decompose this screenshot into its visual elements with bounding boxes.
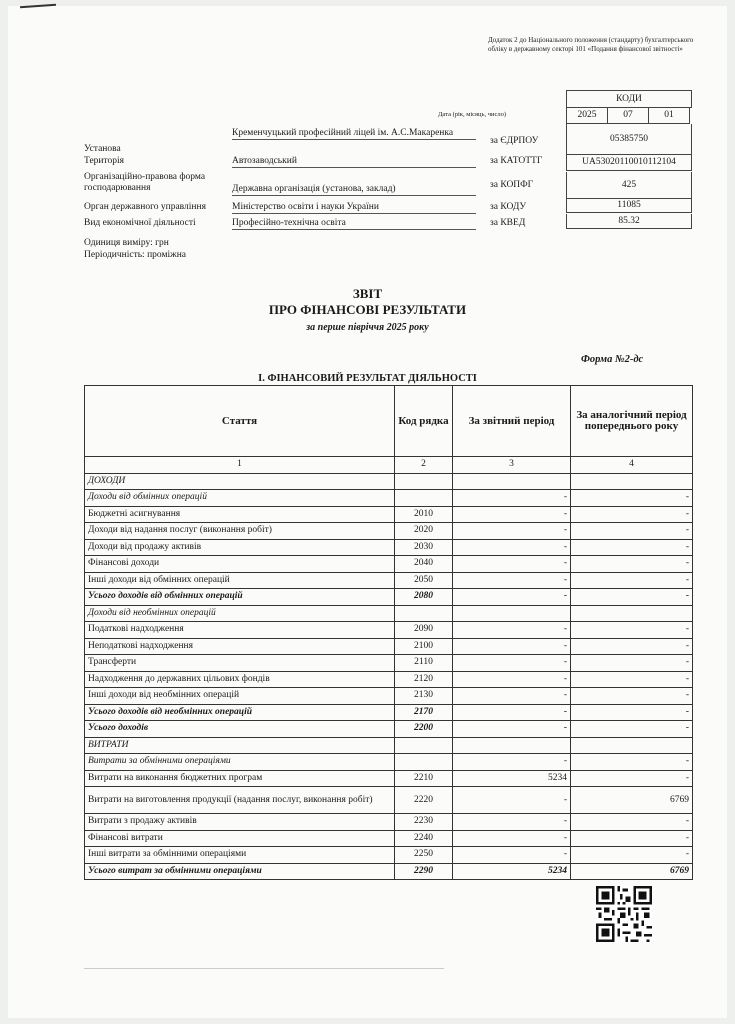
table-row <box>85 721 693 738</box>
row-current-value: - <box>453 830 571 847</box>
table-row <box>85 770 693 787</box>
row-previous-value: - <box>571 770 693 787</box>
row-current-value: - <box>453 721 571 738</box>
row-code: 2200 <box>395 721 453 738</box>
row-previous-value <box>571 473 693 490</box>
code-label: за КОДУ <box>490 202 527 212</box>
row-previous-value: - <box>571 589 693 606</box>
row-previous-value: - <box>571 572 693 589</box>
row-name: Доходи від надання послуг (виконання робіт) <box>85 523 395 540</box>
row-name: Інші витрати за обмінними операціями <box>85 847 395 864</box>
appendix-note: Додаток 2 до Національного положення (стандарту) бухгалтерського обліку в державному секторі 101 «Подання фінансової звітності» <box>488 36 694 53</box>
row-name: Бюджетні асигнування <box>85 506 395 523</box>
table-row <box>85 589 693 606</box>
row-code: 2130 <box>395 688 453 705</box>
header-label: Орган державного управління <box>84 202 206 212</box>
table-row <box>85 655 693 672</box>
column-number: 2 <box>395 457 453 474</box>
row-current-value: - <box>453 638 571 655</box>
table-row <box>85 572 693 589</box>
row-previous-value: - <box>571 655 693 672</box>
header-label: Вид економічної діяльності <box>84 218 196 228</box>
row-previous-value <box>571 605 693 622</box>
column-number: 3 <box>453 457 571 474</box>
row-current-value: - <box>453 506 571 523</box>
row-code: 2020 <box>395 523 453 540</box>
table-row <box>85 605 693 622</box>
row-name: Витрати за обмінними операціями <box>85 754 395 771</box>
table-row <box>85 847 693 864</box>
table-row <box>85 787 693 814</box>
form-number: Форма №2-дс <box>581 354 644 365</box>
row-previous-value: - <box>571 539 693 556</box>
column-number-row <box>85 457 693 474</box>
date-cells <box>566 107 690 124</box>
row-previous-value: - <box>571 622 693 639</box>
date-day: 01 <box>649 107 690 124</box>
row-code: 2090 <box>395 622 453 639</box>
row-code: 2170 <box>395 704 453 721</box>
code-value: 11085 <box>566 198 692 213</box>
row-code: 2290 <box>395 863 453 880</box>
row-code <box>395 605 453 622</box>
row-previous-value: - <box>571 721 693 738</box>
table-row <box>85 863 693 880</box>
row-current-value: - <box>453 688 571 705</box>
row-previous-value: - <box>571 830 693 847</box>
code-value: UA53020110010112104 <box>566 154 692 171</box>
table-row <box>85 814 693 831</box>
row-previous-value: - <box>571 523 693 540</box>
row-current-value: - <box>453 523 571 540</box>
row-current-value: - <box>453 655 571 672</box>
row-name: Усього витрат за обмінними операціями <box>85 863 395 880</box>
column-header-current: За звітний період <box>453 386 571 457</box>
row-previous-value: - <box>571 490 693 507</box>
code-value: 05385750 <box>566 124 692 155</box>
table-row <box>85 688 693 705</box>
row-previous-value: - <box>571 556 693 573</box>
column-number: 4 <box>571 457 693 474</box>
row-previous-value: 6769 <box>571 787 693 814</box>
row-name: Неподаткові надходження <box>85 638 395 655</box>
row-code <box>395 754 453 771</box>
table-row <box>85 737 693 754</box>
row-name: Надходження до державних цільових фондів <box>85 671 395 688</box>
header-value: Державна організація (установа, заклад) <box>232 184 476 196</box>
row-code: 2120 <box>395 671 453 688</box>
row-name: Інші доходи від необмінних операцій <box>85 688 395 705</box>
row-code <box>395 490 453 507</box>
table-row <box>85 638 693 655</box>
row-name: Податкові надходження <box>85 622 395 639</box>
table-row <box>85 754 693 771</box>
code-value: 425 <box>566 172 692 199</box>
row-previous-value: - <box>571 506 693 523</box>
section-title: I. ФІНАНСОВИЙ РЕЗУЛЬТАТ ДІЯЛЬНОСТІ <box>258 373 477 384</box>
table-row <box>85 671 693 688</box>
row-name: ДОХОДИ <box>85 473 395 490</box>
row-code: 2100 <box>395 638 453 655</box>
code-value: 85.32 <box>566 214 692 229</box>
row-name: Інші доходи від обмінних операцій <box>85 572 395 589</box>
row-previous-value: - <box>571 688 693 705</box>
row-current-value: - <box>453 787 571 814</box>
row-name: Фінансові доходи <box>85 556 395 573</box>
row-code: 2250 <box>395 847 453 864</box>
row-code: 2050 <box>395 572 453 589</box>
row-code: 2220 <box>395 787 453 814</box>
row-name: Витрати на виготовлення продукції (надання послуг, виконання робіт) <box>85 787 395 814</box>
row-name: Доходи від продажу активів <box>85 539 395 556</box>
date-month: 07 <box>608 107 649 124</box>
row-code <box>395 737 453 754</box>
row-current-value: - <box>453 556 571 573</box>
row-previous-value: - <box>571 847 693 864</box>
row-current-value: - <box>453 847 571 864</box>
row-previous-value: - <box>571 671 693 688</box>
row-name: Витрати на виконання бюджетних програм <box>85 770 395 787</box>
row-previous-value: - <box>571 814 693 831</box>
row-previous-value: - <box>571 754 693 771</box>
qr-code <box>596 886 652 942</box>
header-label: Територія <box>84 156 125 166</box>
table-row <box>85 539 693 556</box>
code-label: за КВЕД <box>490 218 526 228</box>
report-subtitle: ПРО ФІНАНСОВІ РЕЗУЛЬТАТИ <box>268 302 467 317</box>
row-current-value: 5234 <box>453 770 571 787</box>
codes-header: КОДИ <box>566 90 692 108</box>
row-name: Усього доходів від обмінних операцій <box>85 589 395 606</box>
code-label: за КОПФГ <box>490 180 534 190</box>
header-label: Організаційно-правова форма господарювання <box>84 172 206 193</box>
row-previous-value <box>571 737 693 754</box>
row-name: Усього доходів <box>85 721 395 738</box>
unit-of-measure: Одиниця виміру: грн <box>84 238 169 248</box>
row-current-value: - <box>453 589 571 606</box>
row-current-value <box>453 473 571 490</box>
row-previous-value: 6769 <box>571 863 693 880</box>
row-previous-value: - <box>571 638 693 655</box>
header-value: Міністерство освіти і науки України <box>232 202 476 214</box>
table-row <box>85 622 693 639</box>
header-label: Установа <box>84 144 121 154</box>
header-value: Автозаводський <box>232 156 476 168</box>
row-current-value <box>453 737 571 754</box>
row-code: 2240 <box>395 830 453 847</box>
row-name: Доходи від необмінних операцій <box>85 605 395 622</box>
row-code: 2230 <box>395 814 453 831</box>
table-header-row <box>85 386 693 457</box>
row-current-value: 5234 <box>453 863 571 880</box>
report-title: ЗВІТ <box>352 286 383 301</box>
financial-results-table <box>84 385 693 880</box>
row-current-value: - <box>453 671 571 688</box>
row-code: 2080 <box>395 589 453 606</box>
row-code <box>395 473 453 490</box>
row-current-value: - <box>453 622 571 639</box>
row-current-value: - <box>453 572 571 589</box>
column-number: 1 <box>85 457 395 474</box>
report-period: за перше півріччя 2025 року <box>306 322 429 333</box>
row-current-value: - <box>453 539 571 556</box>
row-name: Усього доходів від необмінних операцій <box>85 704 395 721</box>
row-name: ВИТРАТИ <box>85 737 395 754</box>
table-row <box>85 556 693 573</box>
row-code: 2030 <box>395 539 453 556</box>
footer-rule <box>84 968 444 969</box>
date-label: Дата (рік, місяць, число) <box>438 111 506 118</box>
date-year: 2025 <box>566 107 608 124</box>
table-row <box>85 830 693 847</box>
table-row <box>85 506 693 523</box>
periodicity: Періодичність: проміжна <box>84 250 186 260</box>
column-header-previous: За аналогічний період попереднього року <box>571 386 693 457</box>
table-row <box>85 704 693 721</box>
code-label: за КАТОТТГ <box>490 156 543 166</box>
row-name: Витрати з продажу активів <box>85 814 395 831</box>
header-value: Кременчуцький професійний ліцей ім. А.С.Макаренка <box>232 128 476 140</box>
row-current-value: - <box>453 814 571 831</box>
row-code: 2210 <box>395 770 453 787</box>
row-current-value <box>453 605 571 622</box>
row-name: Трансферти <box>85 655 395 672</box>
table-row <box>85 490 693 507</box>
column-header-code: Код рядка <box>395 386 453 457</box>
row-code: 2110 <box>395 655 453 672</box>
table-row <box>85 523 693 540</box>
table-row <box>85 473 693 490</box>
row-current-value: - <box>453 490 571 507</box>
column-header-item: Стаття <box>85 386 395 457</box>
row-name: Доходи від обмінних операцій <box>85 490 395 507</box>
row-current-value: - <box>453 704 571 721</box>
row-previous-value: - <box>571 704 693 721</box>
code-label: за ЄДРПОУ <box>490 136 539 146</box>
row-code: 2040 <box>395 556 453 573</box>
row-code: 2010 <box>395 506 453 523</box>
header-value: Професійно-технічна освіта <box>232 218 476 230</box>
row-name: Фінансові витрати <box>85 830 395 847</box>
row-current-value: - <box>453 754 571 771</box>
